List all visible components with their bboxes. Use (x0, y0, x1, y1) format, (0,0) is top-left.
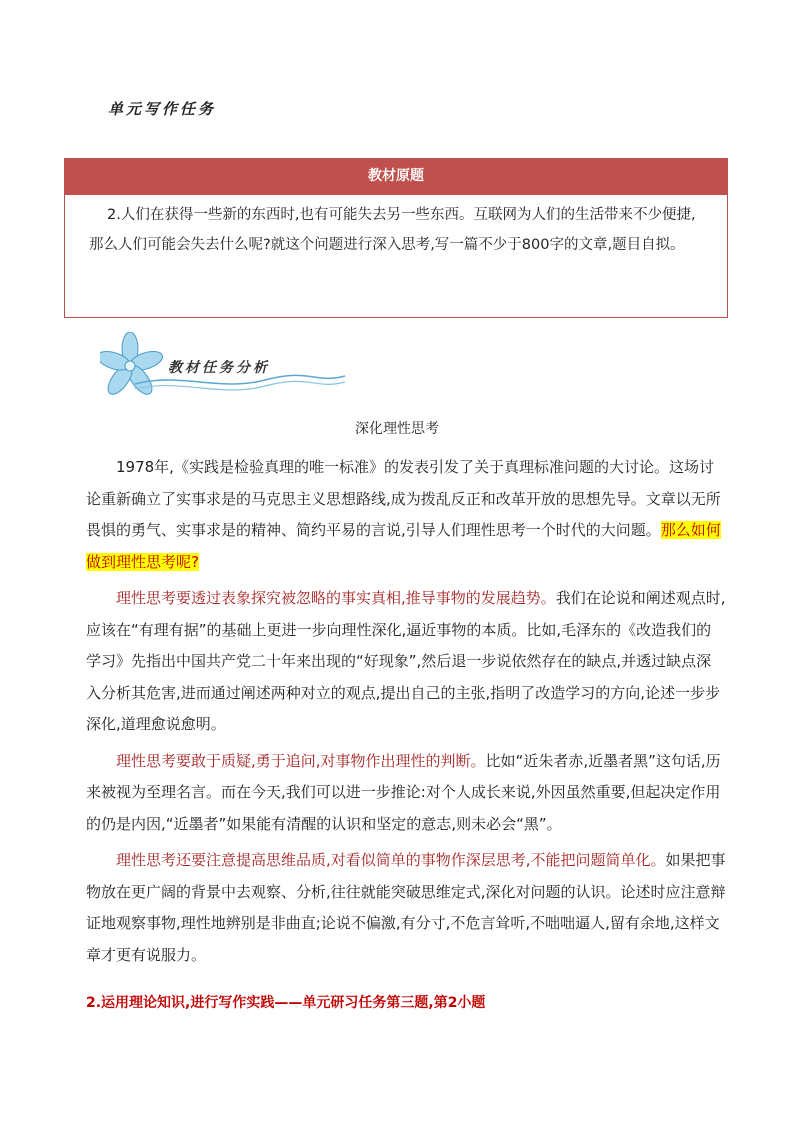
section-title: 单元写作任务 (108, 100, 217, 118)
paragraph-lead: 理性思考要敢于质疑,勇于追问,对事物作出理性的判断。 (116, 751, 486, 770)
paragraph-lead: 理性思考还要注意提高思维品质,对看似简单的事物作深层思考,不能把问题简单化。 (116, 851, 666, 869)
analysis-label: 教材任务分析 (168, 360, 270, 376)
paragraph-lead: 理性思考要透过表象探究被忽略的事实真相,推导事物的发展趋势。 (116, 589, 556, 607)
footer-heading: 2.运用理论知识,进行写作实践——单元研习任务第三题,第2小题 (86, 995, 486, 1011)
original-task-header: 教材原题 (65, 159, 727, 196)
paragraph-3: 理性思考要敢于质疑,勇于追问,对事物作出理性的判断。比如“近朱者赤,近墨者黑”这句话,历来被视为至理名言。而在今天,我们可以进一步推论:对个人成长来说,外因虽然重要,但起决定作用的仍是内因,“近墨者”如果能有清醒的认识和坚定的意志,则未必会“黑”。 (86, 751, 721, 833)
paragraph-1: 1978年,《实践是检验真理的唯一标准》的发表引发了关于真理标准问题的大讨论。这场讨论重新确立了实事求是的马克思主义思想路线,成为拨乱反正和改革开放的思想先导。文章以无所畏惧的勇气、实事求是的精神、简约平易的言说,引导人们理性思考一个时代的大问题。那么如何做到理性思考呢? (86, 458, 721, 571)
analysis-content (86, 452, 726, 976)
original-task-box (64, 158, 728, 318)
analysis-subtitle: 深化理性思考 (355, 421, 439, 437)
original-task-body: 2.人们在获得一些新的东西时,也有可能失去另一些东西。互联网为人们的生活带来不少便捷,那么人们可能会失去什么呢?就这个问题进行深入思考,写一篇不少于800字的文章,题目自拟。 (89, 207, 696, 253)
paragraph-2: 理性思考要透过表象探究被忽略的事实真相,推导事物的发展趋势。我们在论说和阐述观点时,应该在“有理有据”的基础上更进一步向理性深化,逼近事物的本质。比如,毛泽东的《改造我们的学习》先指出中国共产党二十年来出现的“好现象”,然后退一步说依然存在的缺点,并透过缺点深入分析其危害,进而通过阐述两种对立的观点,提出自己的主张,指明了改造学习的方向,论述一步步深化,道理愈说愈明。 (86, 589, 726, 733)
paragraph-4: 理性思考还要注意提高思维品质,对看似简单的事物作深层思考,不能把问题简单化。如果把事物放在更广阔的背景中去观察、分析,往往就能突破思维定式,深化对问题的认识。论述时应注意辩证地观察事物,理性地辨别是非曲直;论说不偏激,有分寸,不危言耸听,不咄咄逼人,留有余地,这样文章才更有说服力。 (86, 851, 726, 964)
highlighted-question: 那么如何做到理性思考呢? (86, 521, 721, 571)
